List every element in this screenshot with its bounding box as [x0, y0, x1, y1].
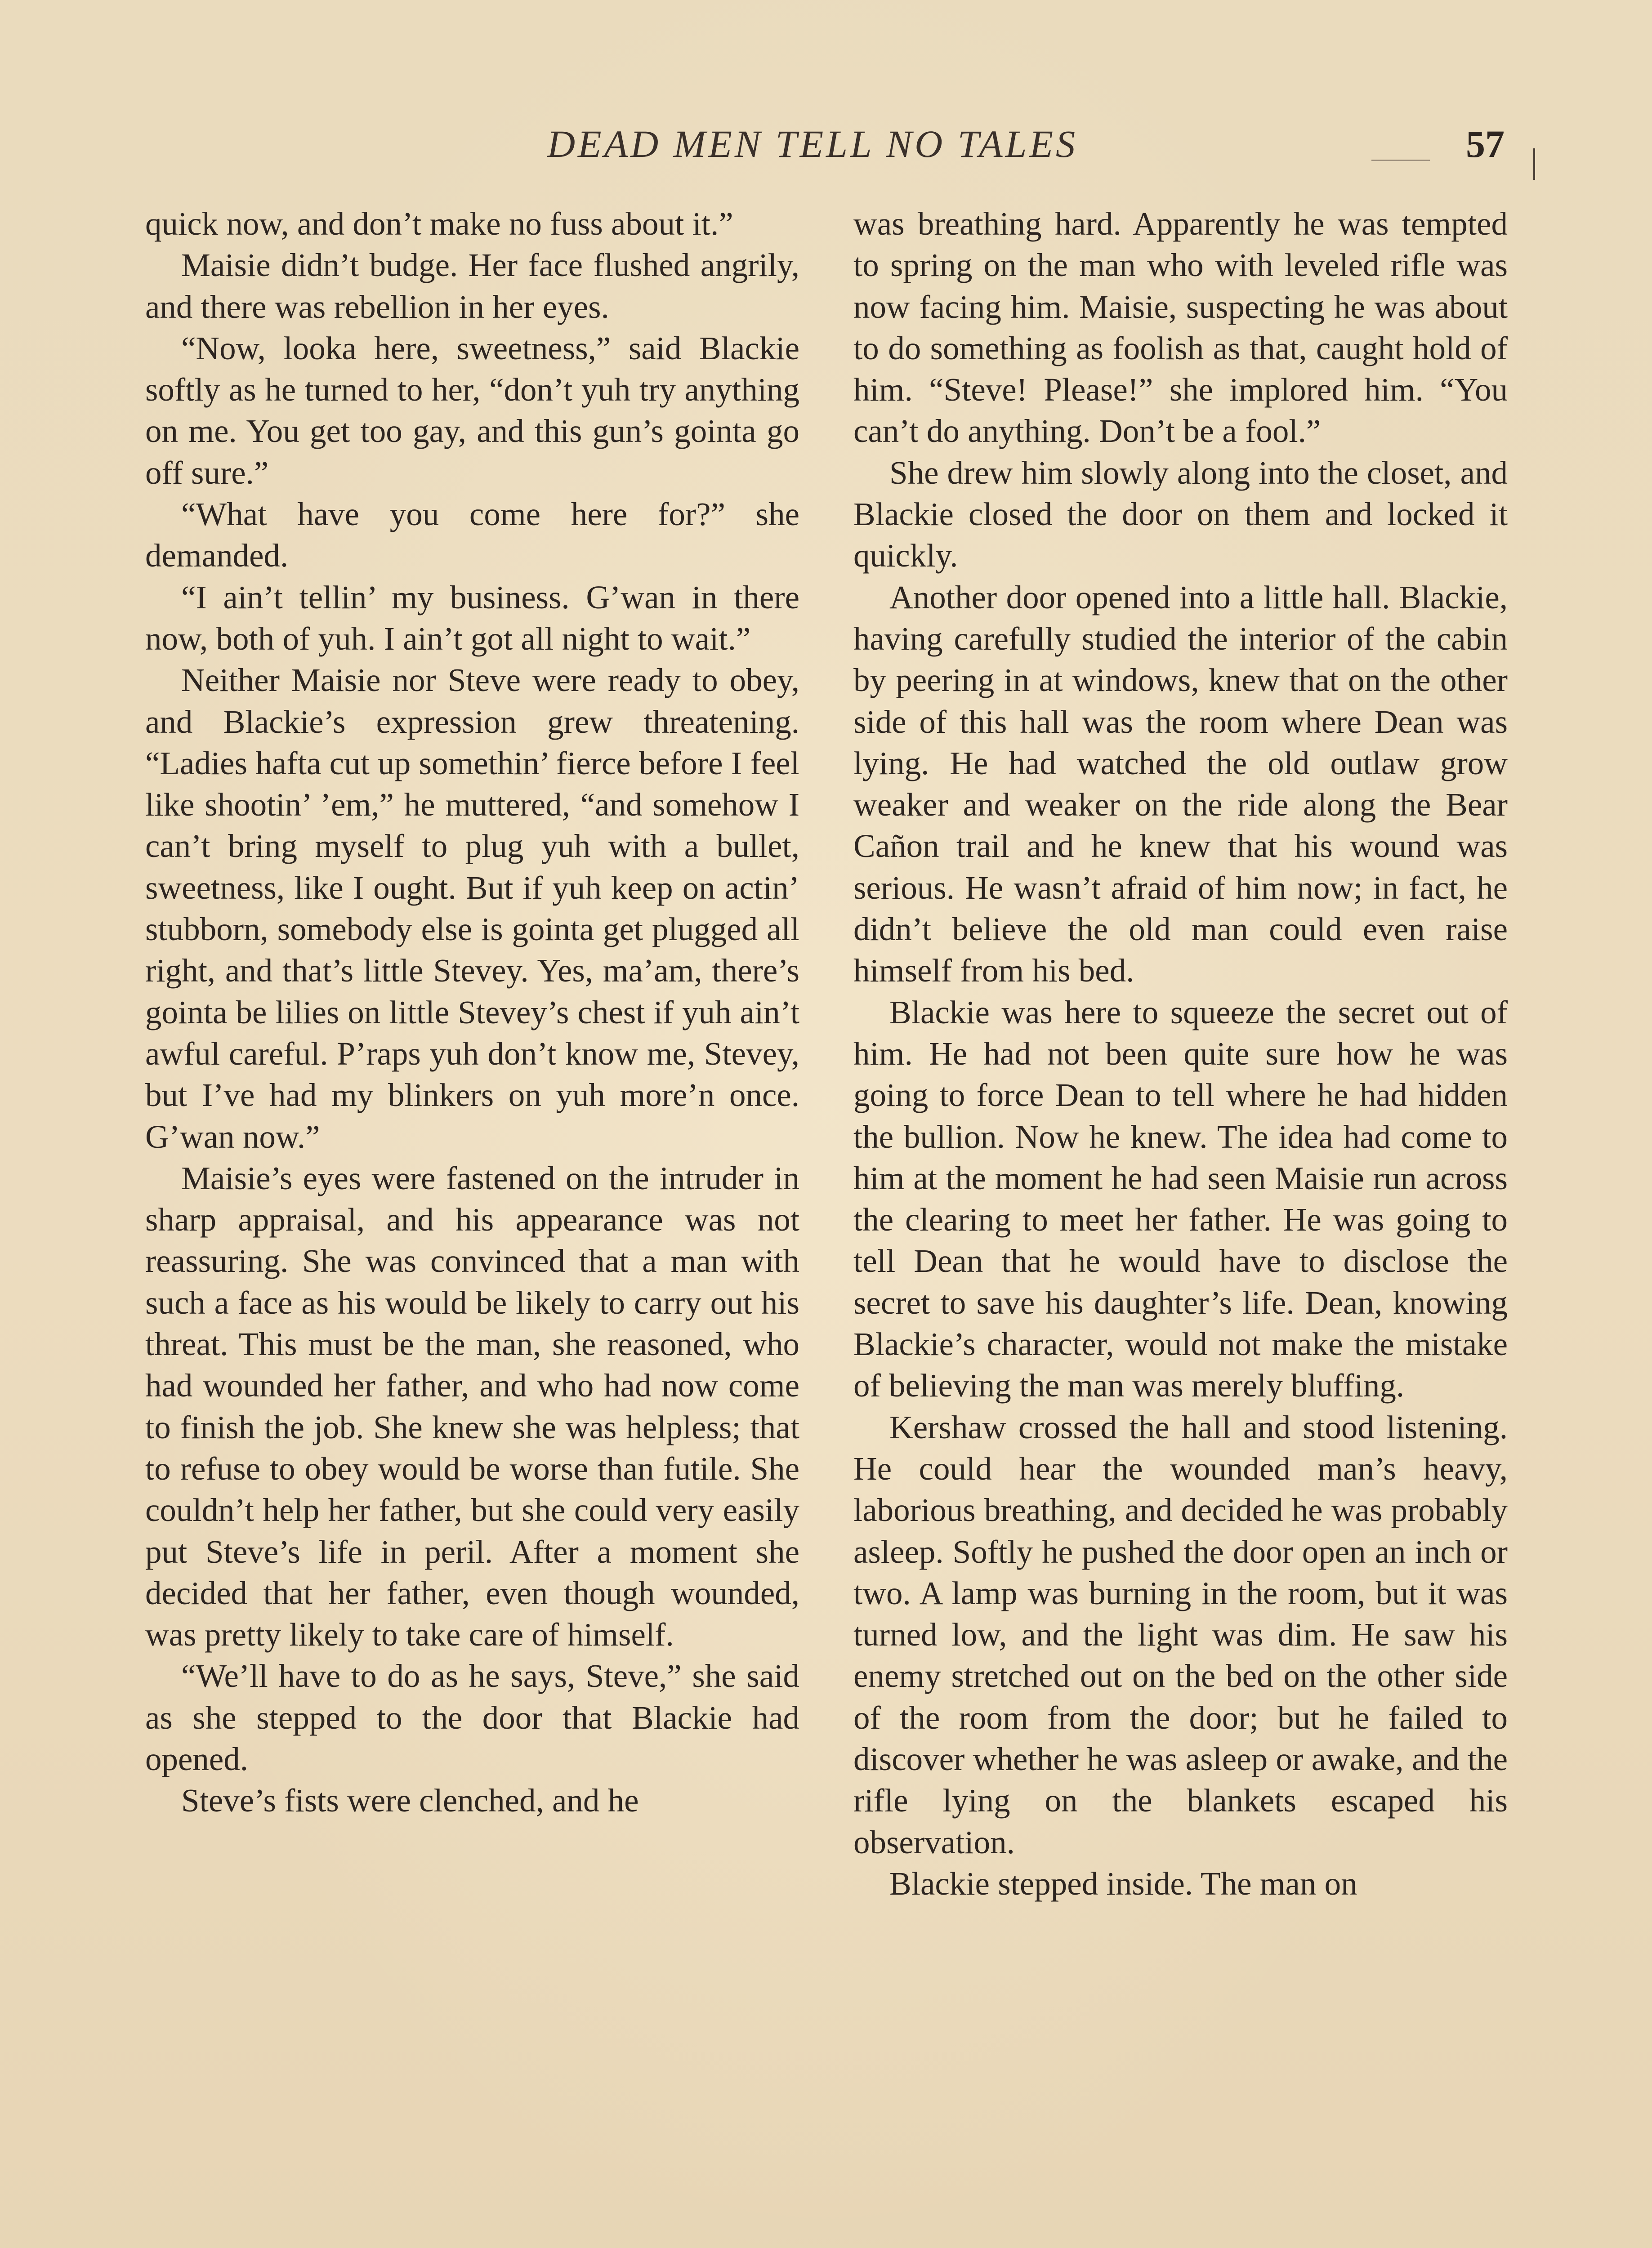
paragraph: She drew him slowly along into the closet, and Blackie closed the door on them and locked it quickly. [853, 454, 1508, 574]
right-text-column [853, 203, 1508, 1905]
paragraph: “I ain’t tellin’ my business. G’wan in there now, both of yuh. I ain’t got all night to wait.” [145, 579, 799, 657]
paragraph: was breathing hard. Apparently he was tempted to spring on the man who with leveled rifle was now facing him. Maisie, suspecting he was about to do something as foolish as that, caught hold of him. “Steve! Please!” she implored him. “You can’t do anything. Don’t be a fool.” [853, 205, 1508, 450]
header-dash [1371, 160, 1430, 161]
paragraph: Another door opened into a little hall. Blackie, having carefully studied the interior of the cabin by peering in at windows, knew that on the other side of this hall was the room where Dean was lying. He had watched the old outlaw grow weaker and weaker on the ride along the Bear Cañon trail and he knew that his wound was serious. He wasn’t afraid of him now; in fact, he didn’t believe the old man could even raise himself from his bed. [853, 579, 1508, 989]
paragraph: Maisie didn’t budge. Her face flushed angrily, and there was rebellion in her eyes. [145, 247, 799, 325]
paragraph: quick now, and don’t make no fuss about it.” [145, 205, 733, 242]
paragraph: Blackie was here to squeeze the secret out of him. He had not been quite sure how he was going to force Dean to tell where he had hidden the bullion. Now he knew. The idea had come to him at the moment he had seen Maisie run across the clearing to meet her father. He was going to tell Dean that he would have to disclose the secret to save his daughter’s life. Dean, knowing Blackie’s character, would not make the mistake of believing the man was merely bluffing. [853, 994, 1508, 1404]
running-header-title: DEAD MEN TELL NO TALES [547, 122, 1078, 165]
paragraph: “Now, looka here, sweetness,” said Blackie softly as he turned to her, “don’t yuh try anything on me. You get too gay, and this gun’s gointa go off sure.” [145, 330, 799, 491]
paragraph: Kershaw crossed the hall and stood listening. He could hear the wounded man’s heavy, laborious breathing, and decided he was probably asleep. Softly he pushed the door open an inch or two. A lamp was burning in the room, but it was turned low, and the light was dim. He saw his enemy stretched out on the bed on the other side of the room from the door; but he failed to discover whether he was asleep or awake, and the rifle lying on the blankets escaped his observation. [853, 1409, 1508, 1860]
paragraph: Blackie stepped inside. The man on [889, 1865, 1357, 1902]
paragraph: Maisie’s eyes were fastened on the intruder in sharp appraisal, and his appearance was not reassuring. She was convinced that a man with such a face as his would be likely to carry out his threat. This must be the man, she reasoned, who had wounded her father, and who had now come to finish the job. She knew she was helpless; that to refuse to obey would be worse than futile. She couldn’t help her father, but she could very easily put Steve’s life in peril. After a moment she decided that her father, even though wounded, was pretty likely to take care of himself. [145, 1160, 799, 1653]
page-edge-mark [1533, 148, 1535, 180]
paragraph: Steve’s fists were clenched, and he [181, 1782, 639, 1819]
paragraph: “We’ll have to do as he says, Steve,” she said as she stepped to the door that Blackie had opened. [145, 1658, 799, 1777]
paragraph: “What have you come here for?” she demanded. [145, 496, 799, 574]
left-text-column [145, 203, 799, 1822]
page-number: 57 [1466, 122, 1505, 165]
paragraph: Neither Maisie nor Steve were ready to obey, and Blackie’s expression grew threatening. “Ladies hafta cut up somethin’ fierce before I feel like shootin’ ’em,” he muttered, “and somehow I can’t bring myself to plug yuh with a bullet, sweetness, like I ought. But if yuh keep on actin’ stubborn, somebody else is gointa get plugged all right, and that’s little Stevey. Yes, ma’am, there’s gointa be lilies on little Stevey’s chest if yuh ain’t awful careful. P’raps yuh don’t know me, Stevey, but I’ve had my blinkers on yuh more’n once. G’wan now.” [145, 662, 799, 1155]
